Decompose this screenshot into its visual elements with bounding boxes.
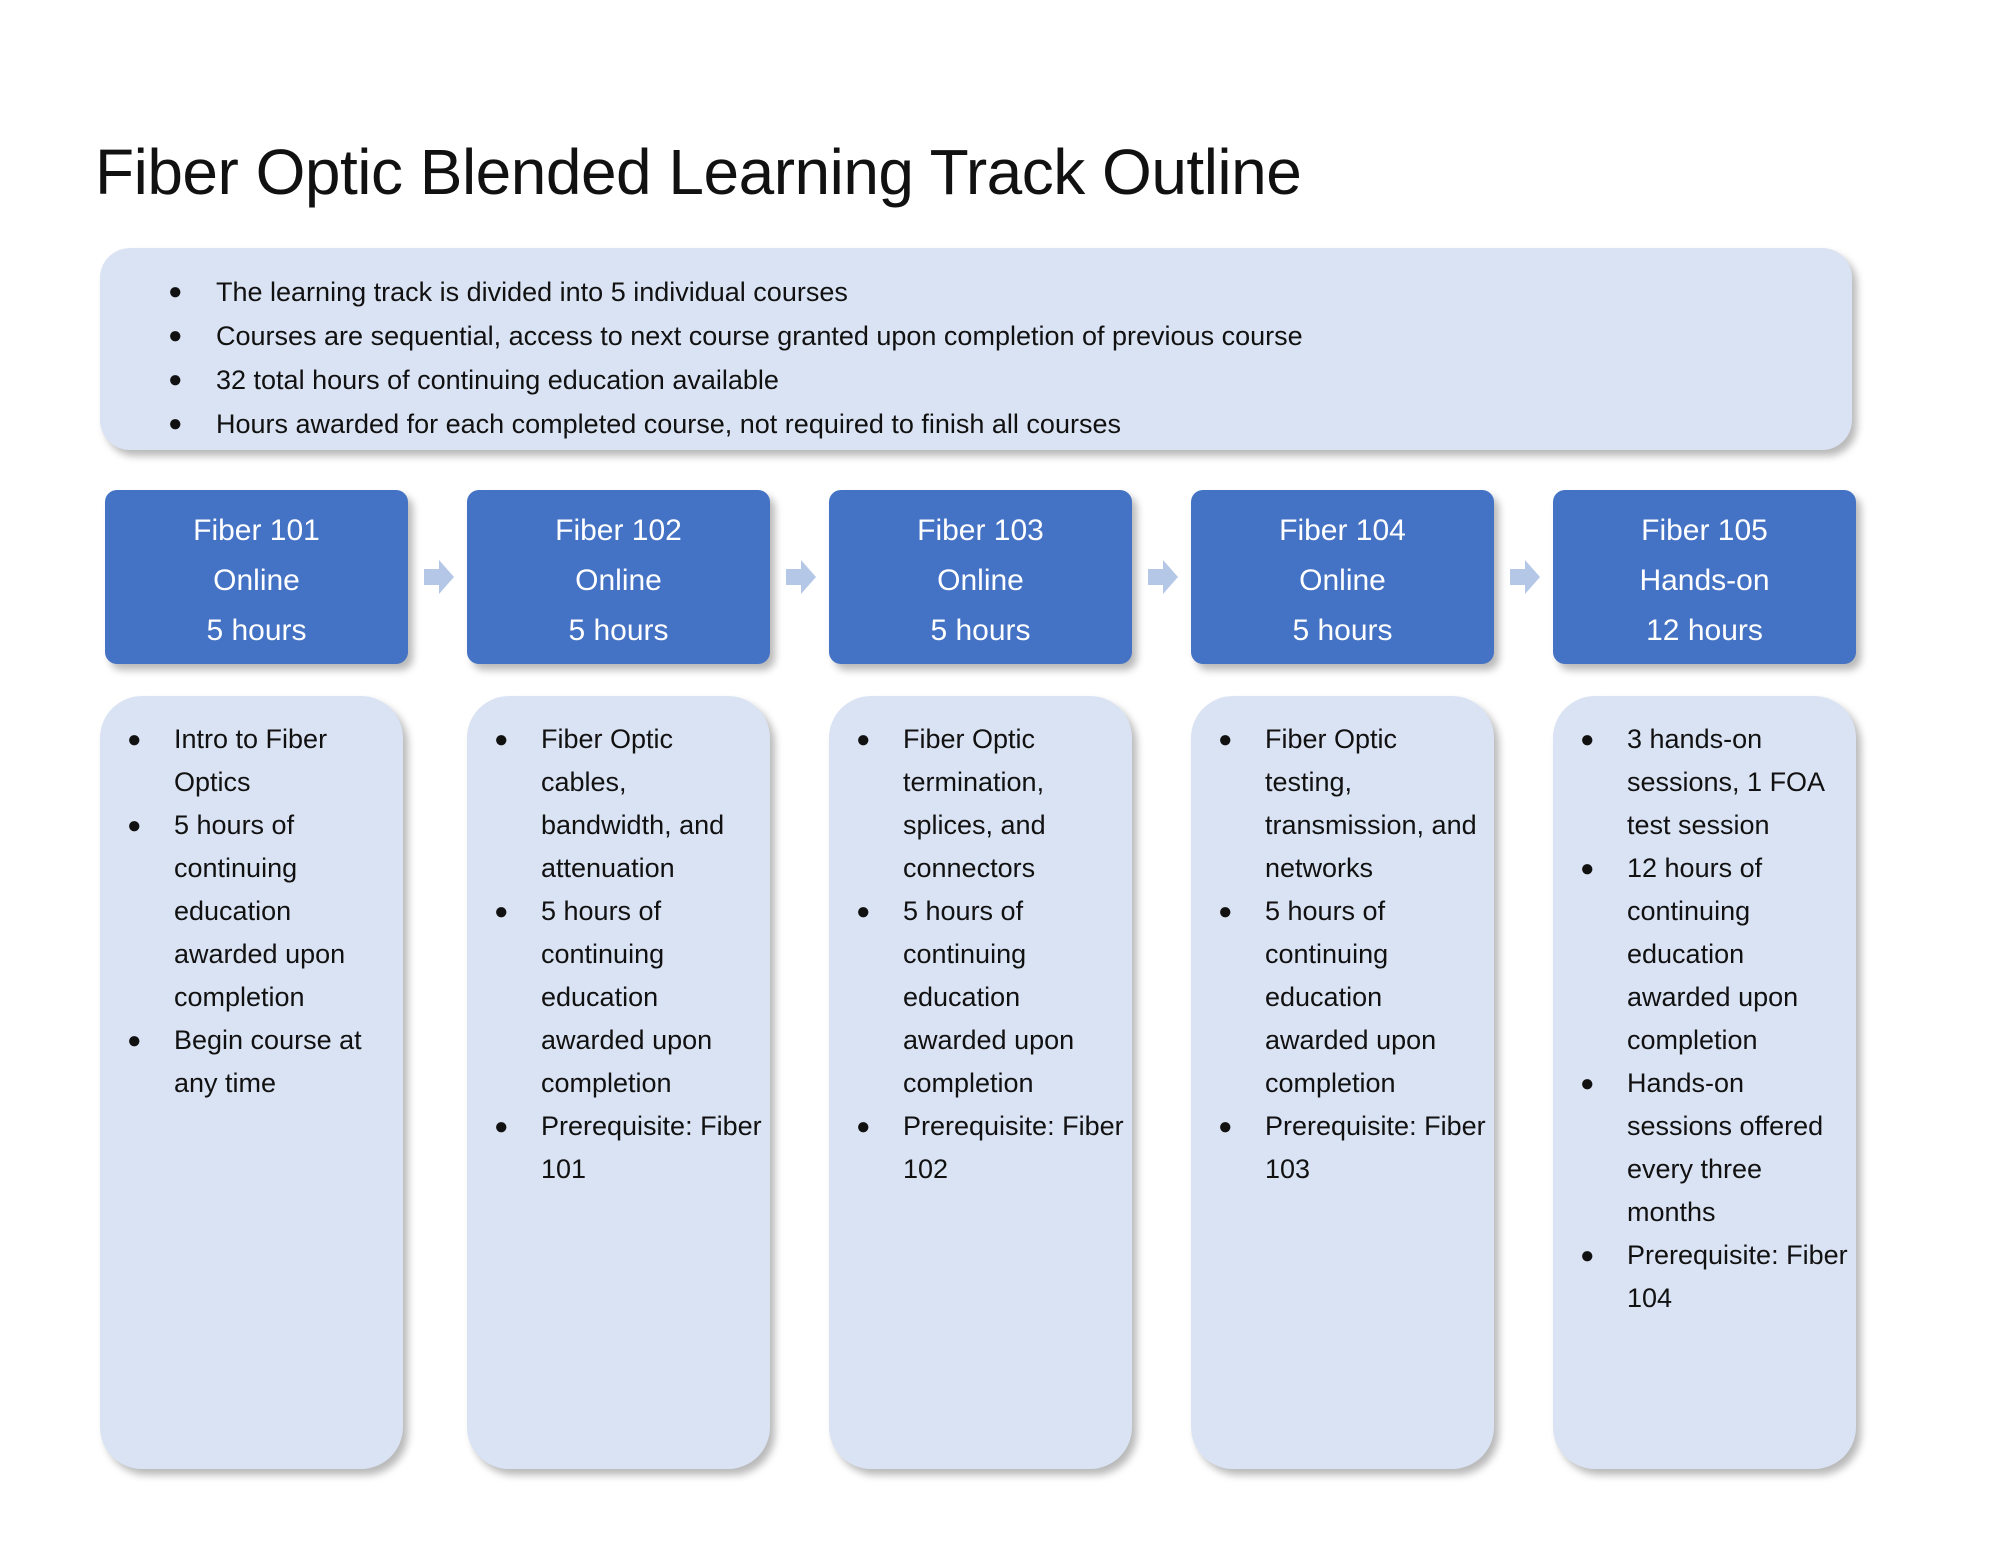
summary-item-text: The learning track is divided into 5 individual courses	[216, 277, 848, 307]
course-header-fiber-105	[1553, 490, 1856, 664]
page-title: Fiber Optic Blended Learning Track Outline	[95, 136, 1302, 208]
detail-item-text: Fiber Optic testing, transmission, and networks	[1265, 724, 1477, 883]
detail-item	[829, 718, 1124, 890]
detail-item-text: 5 hours of continuing education awarded upon completion	[174, 810, 346, 1012]
course-details-fiber-103	[829, 696, 1132, 1469]
summary-list	[100, 270, 1852, 446]
course-header-fiber-101	[105, 490, 408, 664]
bullet-icon: ●	[168, 410, 183, 437]
detail-item-text: Begin course at any time	[174, 1025, 362, 1098]
course-format: Online	[575, 564, 662, 597]
detail-item	[1553, 718, 1848, 847]
detail-item	[100, 804, 395, 1019]
detail-item-text: Intro to Fiber Optics	[174, 724, 328, 797]
arrow-right-icon	[1148, 560, 1178, 594]
arrow-right-icon	[424, 560, 454, 594]
bullet-icon: ●	[1580, 726, 1595, 753]
summary-item-text: Hours awarded for each completed course, not required to finish all courses	[216, 409, 1121, 439]
summary-item-text: Courses are sequential, access to next course granted upon completion of previous course	[216, 321, 1303, 351]
detail-item	[1191, 1105, 1486, 1191]
detail-item	[1191, 890, 1486, 1105]
bullet-icon: ●	[168, 322, 183, 349]
summary-item-text: 32 total hours of continuing education available	[216, 365, 779, 395]
arrow-right-icon	[1510, 560, 1540, 594]
detail-item-text: Fiber Optic termination, splices, and connectors	[903, 724, 1046, 883]
bullet-icon: ●	[168, 278, 183, 305]
bullet-icon: ●	[127, 1027, 142, 1054]
detail-item-text: Fiber Optic cables, bandwidth, and attenuation	[541, 724, 725, 883]
bullet-icon: ●	[127, 726, 142, 753]
detail-item-text: 5 hours of continuing education awarded upon completion	[1265, 896, 1437, 1098]
detail-list	[1191, 718, 1486, 1191]
bullet-icon: ●	[856, 1113, 871, 1140]
detail-item-text: Prerequisite: Fiber 104	[1627, 1240, 1848, 1313]
detail-item	[1553, 847, 1848, 1062]
detail-item	[467, 718, 762, 890]
bullet-icon: ●	[1580, 855, 1595, 882]
course-hours: 5 hours	[568, 614, 669, 647]
course-details-fiber-105	[1553, 696, 1856, 1469]
detail-item-text: Prerequisite: Fiber 101	[541, 1111, 762, 1184]
course-hours: 5 hours	[1292, 614, 1393, 647]
detail-item	[467, 890, 762, 1105]
course-hours: 5 hours	[930, 614, 1031, 647]
course-name: Fiber 105	[1641, 514, 1768, 547]
detail-item	[1191, 718, 1486, 890]
bullet-icon: ●	[127, 812, 142, 839]
bullet-icon: ●	[494, 726, 509, 753]
bullet-icon: ●	[1218, 1113, 1233, 1140]
detail-list	[100, 718, 395, 1105]
course-details-fiber-101	[100, 696, 403, 1469]
course-format: Online	[937, 564, 1024, 597]
detail-item-text: 12 hours of continuing education awarded upon completion	[1627, 853, 1799, 1055]
course-header-fiber-103	[829, 490, 1132, 664]
bullet-icon: ●	[856, 726, 871, 753]
course-header-fiber-104	[1191, 490, 1494, 664]
detail-item	[829, 890, 1124, 1105]
course-name: Fiber 101	[193, 514, 320, 547]
course-format: Hands-on	[1639, 564, 1770, 597]
detail-item	[100, 718, 395, 804]
summary-item	[100, 358, 1852, 402]
summary-item	[100, 314, 1852, 358]
detail-item	[1553, 1062, 1848, 1234]
detail-item	[829, 1105, 1124, 1191]
detail-item	[467, 1105, 762, 1191]
bullet-icon: ●	[494, 1113, 509, 1140]
course-header-fiber-102	[467, 490, 770, 664]
summary-item	[100, 270, 1852, 314]
bullet-icon: ●	[494, 898, 509, 925]
course-hours: 12 hours	[1646, 614, 1763, 647]
detail-item-text: 5 hours of continuing education awarded upon completion	[541, 896, 713, 1098]
course-name: Fiber 103	[917, 514, 1044, 547]
course-details-fiber-104	[1191, 696, 1494, 1469]
detail-item	[1553, 1234, 1848, 1320]
detail-item	[100, 1019, 395, 1105]
course-name: Fiber 104	[1279, 514, 1406, 547]
course-hours: 5 hours	[206, 614, 307, 647]
detail-item-text: Hands-on sessions offered every three months	[1627, 1068, 1824, 1227]
detail-item-text: Prerequisite: Fiber 103	[1265, 1111, 1486, 1184]
course-details-fiber-102	[467, 696, 770, 1469]
detail-item-text: 3 hands-on sessions, 1 FOA test session	[1627, 724, 1824, 840]
bullet-icon: ●	[168, 366, 183, 393]
bullet-icon: ●	[1580, 1242, 1595, 1269]
bullet-icon: ●	[1218, 898, 1233, 925]
detail-list	[467, 718, 762, 1191]
detail-list	[1553, 718, 1848, 1320]
bullet-icon: ●	[856, 898, 871, 925]
detail-list	[829, 718, 1124, 1191]
summary-item	[100, 402, 1852, 446]
course-name: Fiber 102	[555, 514, 682, 547]
summary-panel	[100, 248, 1852, 450]
bullet-icon: ●	[1580, 1070, 1595, 1097]
detail-item-text: Prerequisite: Fiber 102	[903, 1111, 1124, 1184]
arrow-right-icon	[786, 560, 816, 594]
course-format: Online	[1299, 564, 1386, 597]
course-format: Online	[213, 564, 300, 597]
bullet-icon: ●	[1218, 726, 1233, 753]
detail-item-text: 5 hours of continuing education awarded upon completion	[903, 896, 1075, 1098]
